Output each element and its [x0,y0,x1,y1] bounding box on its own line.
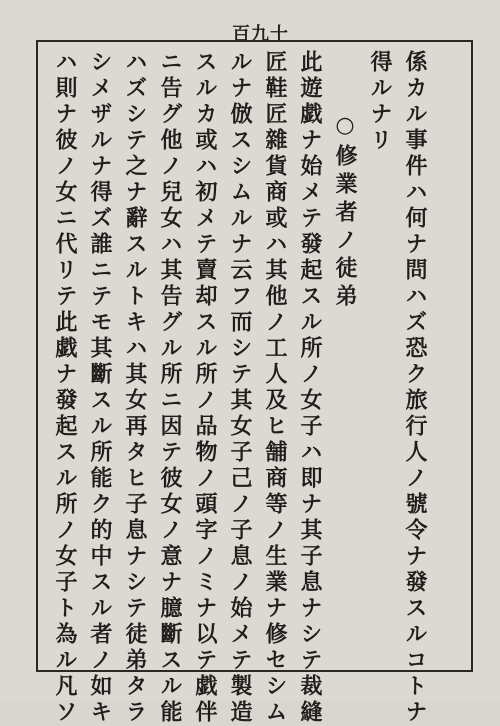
text-column-8: ニ告グ他ノ兒女ハ其告グル所ニ因テ彼女ノ意ナ臆斷スル能 [157,50,183,726]
page-number: 百九十 [232,24,289,45]
section-heading: ○修業者ノ徒弟 [332,112,358,312]
text-column-1: 係カル事件ハ何ナ問ハズ恐ク旅行人ノ號令ナ發スルコトナ [402,50,428,726]
text-column-6: ルナ倣スシムルナ云フ而シテ其女子己ノ子息ノ始メテ製造 [227,50,253,726]
text-column-7: スルカ或ハ初メテ賣却スル所ノ品物ノ頭字ノミナ以テ戯伴 [192,50,218,726]
text-column-5: 匠鞋匠雜貨商或ハ其他ノ工人及ヒ舗商等ノ生業ナ修セシム [262,50,288,726]
text-column-2: 得ルナリ [367,50,393,154]
text-column-4: 此遊戯ナ始メテ發起スル所ノ女子ハ即ナ其子息ナシテ裁縫 [297,50,323,726]
text-column-9: ハズシテ之ナ辭スルトキハ其女再タヒ子息ナシテ徒弟タラ [122,50,148,726]
text-column-10: シメザルナ得ズ誰ニテモ其斷スル所能ク的中スル者ノ如キ [87,50,113,726]
text-column-11: ハ則ナ彼ノ女ニ代リテ此戯ナ發起スル所ノ女子ト為ル凡ソ [52,50,78,726]
